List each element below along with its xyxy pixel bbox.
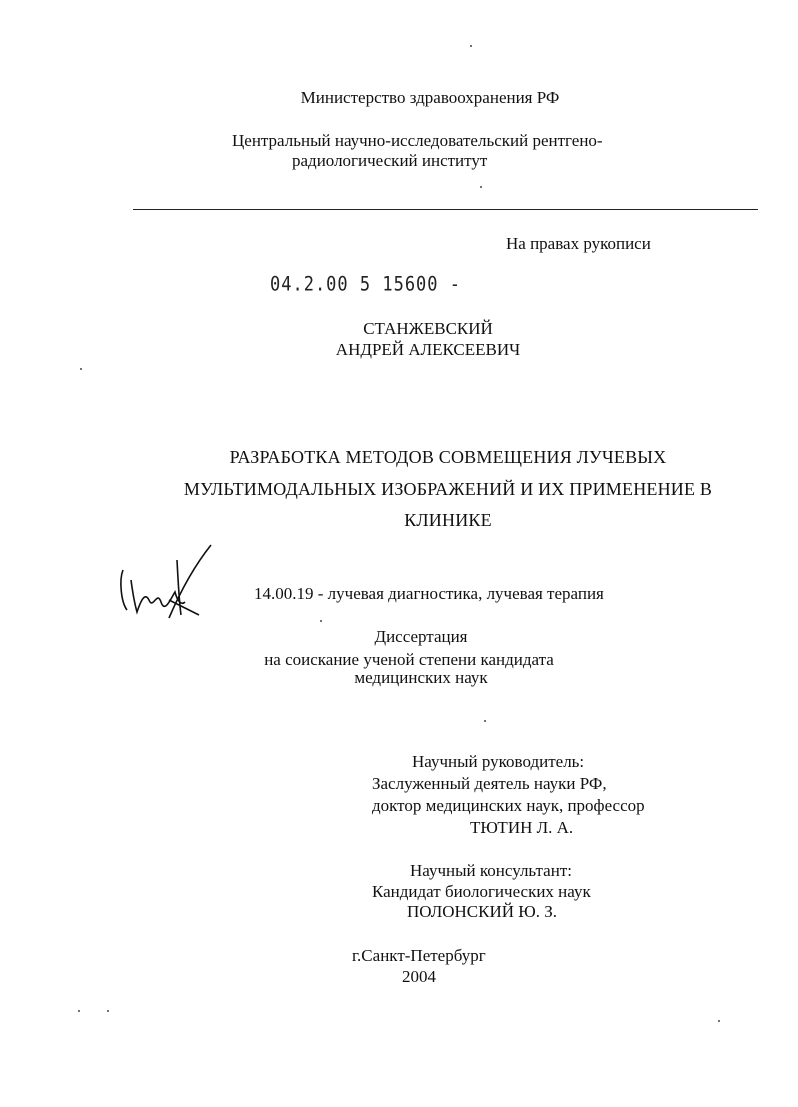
registry-stamp: 04.2.00 5 15600 - [270,273,461,296]
scan-speck [80,368,82,370]
author-surname: СТАНЖЕВСКИЙ [363,319,493,338]
scan-speck [320,620,322,622]
institute-line-2: радиологический институт [292,151,488,170]
degree-line-1: Диссертация [374,627,468,646]
header-divider [133,209,758,210]
thesis-title-line-2: МУЛЬТИМОДАЛЬНЫХ ИЗОБРАЖЕНИЙ И ИХ ПРИМЕНЕНИЕ В [183,479,713,499]
scan-speck [480,186,482,188]
degree-line-2: на соискание ученой степени кандидата [264,650,554,669]
thesis-title-line-3: КЛИНИКЕ [404,510,492,530]
scan-speck [484,720,486,722]
specialty-code: 14.00.19 - лучевая диагностика, лучевая терапия [254,584,604,603]
scan-speck [470,45,472,47]
consultant-label: Научный консультант: [410,861,572,880]
consultant-name: ПОЛОНСКИЙ Ю. З. [407,902,558,921]
supervisor-name: ТЮТИН Л. А. [470,818,574,837]
consultant-rank: Кандидат биологических наук [372,882,591,901]
degree-line-3: медицинских наук [354,668,488,687]
institute-line-1: Центральный научно-исследовательский рентгено- [232,131,603,150]
author-name: АНДРЕЙ АЛЕКСЕЕВИЧ [335,340,521,359]
supervisor-rank: доктор медицинских наук, профессор [372,796,645,815]
scan-speck [78,1010,80,1012]
scan-speck [107,1010,109,1012]
supervisor-label: Научный руководитель: [412,752,585,771]
handwritten-signature [115,540,220,625]
thesis-title-line-1: РАЗРАБОТКА МЕТОДОВ СОВМЕЩЕНИЯ ЛУЧЕВЫХ [229,447,667,467]
year: 2004 [402,967,436,986]
city: г.Санкт-Петербург [352,946,486,965]
scan-speck [718,1020,720,1022]
manuscript-rights: На правах рукописи [506,234,651,253]
supervisor-honor: Заслуженный деятель науки РФ, [372,774,607,793]
ministry-heading: Министерство здравоохранения РФ [300,88,560,107]
